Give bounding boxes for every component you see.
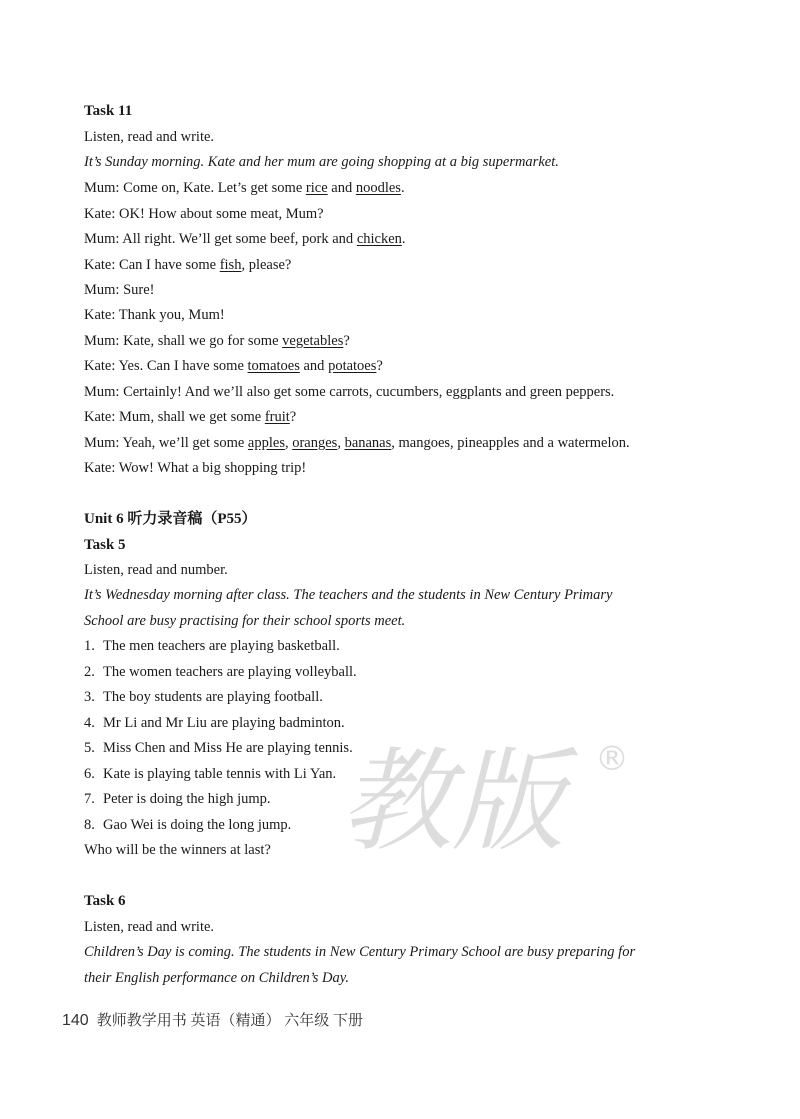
dialogue-line: Kate: Wow! What a big shopping trip!	[84, 460, 307, 476]
page-footer	[62, 1011, 363, 1031]
dialogue-line: Kate: Thank you, Mum!	[84, 307, 225, 323]
task5-instruction: Listen, read and number.	[84, 562, 228, 578]
dialogue-line: Mum: All right. We’ll get some beef, pork and chicken.	[84, 231, 406, 247]
answer-blank: potatoes	[328, 358, 377, 374]
task6-instruction: Listen, read and write.	[84, 919, 215, 935]
svg-text:教版: 教版	[340, 737, 564, 867]
dialogue-line: Kate: OK! How about some meat, Mum?	[84, 206, 324, 222]
list-item: 5. Miss Chen and Miss He are playing tennis.	[84, 740, 353, 756]
task11-title: Task 11	[84, 103, 133, 119]
answer-blank: bananas	[344, 435, 392, 451]
task5-question: Who will be the winners at last?	[84, 842, 271, 858]
task5-intro-line1: It’s Wednesday morning after class. The teachers and the students in New Century Primary	[84, 587, 613, 603]
answer-blank: oranges	[292, 435, 338, 451]
dialogue-line: Kate: Yes. Can I have some tomatoes and potatoes?	[84, 358, 383, 374]
dialogue-line: Kate: Can I have some fish, please?	[84, 257, 292, 273]
list-item: 6. Kate is playing table tennis with Li Yan.	[84, 766, 337, 782]
list-item: 7. Peter is doing the high jump.	[84, 791, 271, 807]
dialogue-line: Mum: Certainly! And we’ll also get some carrots, cucumbers, eggplants and green peppers.	[84, 384, 615, 400]
task5-title: Task 5	[84, 537, 126, 553]
publisher-watermark	[340, 720, 670, 870]
list-item: 2. The women teachers are playing volleyball.	[84, 664, 357, 680]
task11-instruction: Listen, read and write.	[84, 129, 215, 145]
dialogue-line: Mum: Yeah, we’ll get some apples, oranges, bananas, mangoes, pineapples and a watermelon.	[84, 435, 630, 451]
svg-text:®: ®	[595, 739, 629, 779]
list-item: 8. Gao Wei is doing the long jump.	[84, 817, 292, 833]
task5-intro-line2: School are busy practising for their school sports meet.	[84, 613, 406, 629]
task6-intro-line1: Children’s Day is coming. The students in New Century Primary School are busy preparing for	[84, 944, 636, 960]
task11-intro: It’s Sunday morning. Kate and her mum are going shopping at a big supermarket.	[84, 154, 559, 170]
answer-blank: rice	[305, 180, 328, 196]
page-number: 140	[62, 1012, 89, 1029]
unit6-title: Unit 6 听力录音稿（P55）	[84, 511, 257, 527]
dialogue-line: Mum: Sure!	[84, 282, 155, 298]
task6-title: Task 6	[84, 893, 126, 909]
dialogue-line: Mum: Kate, shall we go for some vegetables?	[84, 333, 350, 349]
task6-intro-line2: their English performance on Children’s Day.	[84, 970, 350, 986]
list-item: 4. Mr Li and Mr Liu are playing badminton.	[84, 715, 345, 731]
watermark-logo-icon	[340, 720, 670, 870]
dialogue-line: Kate: Mum, shall we get some fruit?	[84, 409, 297, 425]
book-title: 教师教学用书 英语（精通） 六年级 下册	[96, 1013, 363, 1029]
list-item: 1. The men teachers are playing basketball.	[84, 638, 340, 654]
answer-blank: fish	[219, 257, 242, 273]
answer-blank: vegetables	[282, 333, 344, 349]
answer-blank: chicken	[356, 231, 402, 247]
answer-blank: noodles	[355, 180, 401, 196]
dialogue-line: Mum: Come on, Kate. Let’s get some rice and noodles.	[84, 180, 405, 196]
answer-blank: apples	[247, 435, 285, 451]
list-item: 3. The boy students are playing football.	[84, 689, 323, 705]
answer-blank: fruit	[264, 409, 290, 425]
answer-blank: tomatoes	[247, 358, 300, 374]
